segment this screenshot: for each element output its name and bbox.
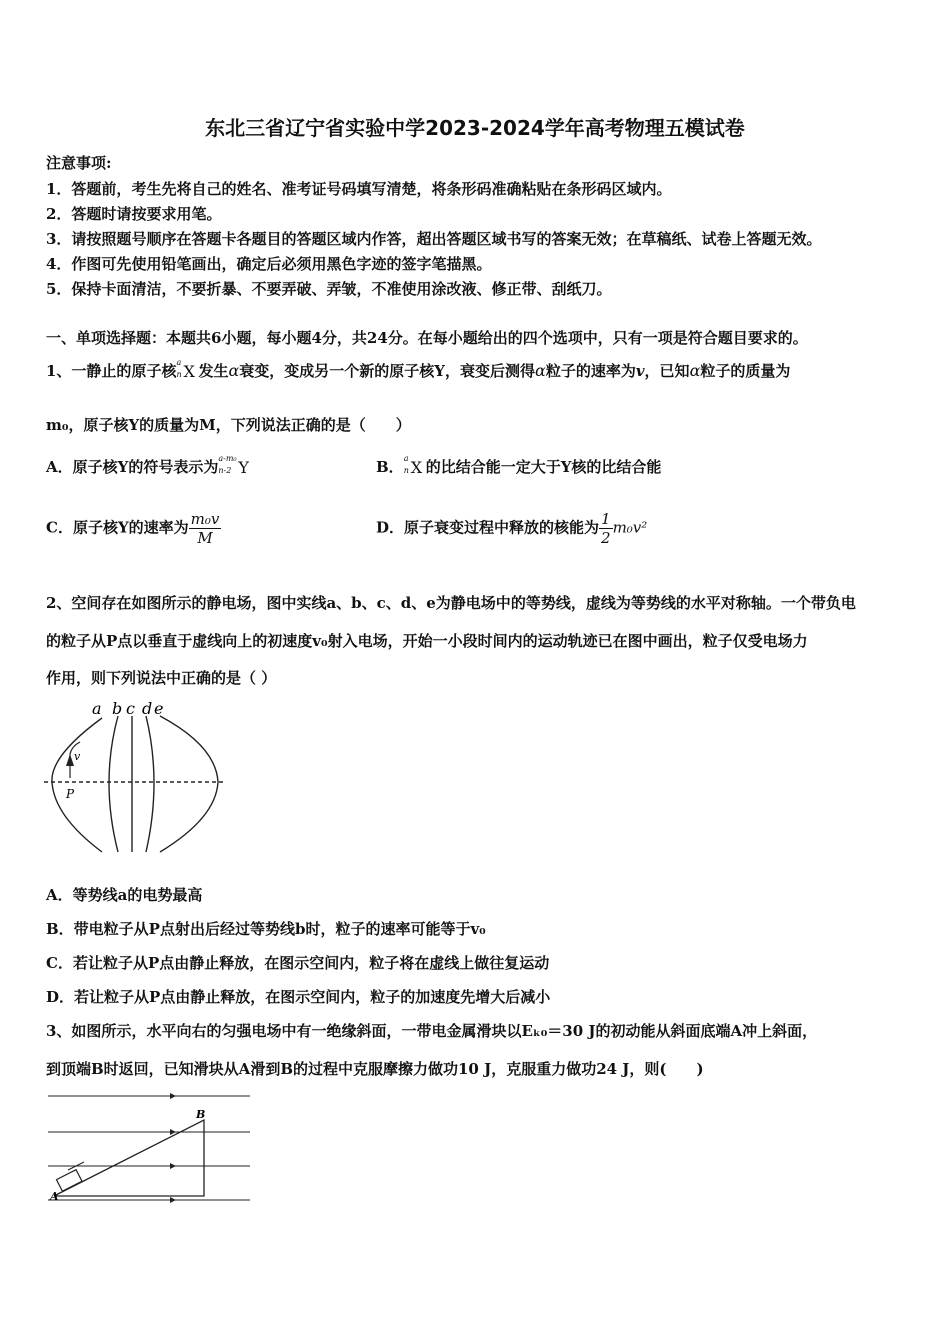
q2-option-d: D．若让粒子从P点由静止释放，在图示空间内，粒子的加速度先增大后减小 xyxy=(46,988,551,1006)
equipotential-e xyxy=(160,716,218,852)
fraction-c-numerator: m₀v xyxy=(190,510,220,528)
label-e: e xyxy=(154,699,164,718)
q1-option-d-text: D．原子衰变过程中释放的核能为 xyxy=(376,518,600,537)
page-title: 东北三省辽宁省实验中学2023-2024学年高考物理五模试卷 xyxy=(205,116,745,140)
q1-option-a-text: A．原子核Y的符号表示为 xyxy=(46,458,219,476)
fraction-d-tail: m₀v² xyxy=(612,518,648,537)
q2-option-c: C．若让粒子从P点由静止释放，在图示空间内，粒子将在虚线上做往复运动 xyxy=(46,954,550,972)
notice-item-2: 2．答题时请按要求用笔。 xyxy=(46,205,222,223)
fraction-d-numerator: 1 xyxy=(601,510,611,528)
notice-item-3: 3．请按照题号顺序在答题卡各题目的答题区域内作答，超出答题区域书写的答案无效；在草稿纸、试卷上答题无效。 xyxy=(46,230,822,248)
label-a: a xyxy=(92,699,102,718)
q2-stem-line1: 2、空间存在如图所示的静电场，图中实线a、b、c、d、e为静电场中的等势线，虚线为等势线的水平对称轴。一个带负电 xyxy=(46,594,856,612)
equipotential-figure xyxy=(40,696,230,858)
equipotential-d xyxy=(146,716,154,852)
alpha-symbol: α xyxy=(535,361,546,380)
nucleus-x-mass: a xyxy=(176,358,182,367)
label-c: c xyxy=(126,699,135,718)
incline-figure xyxy=(44,1088,254,1206)
q1-text-part7: 粒子的质量为 xyxy=(700,362,791,380)
q2-option-a: A．等势线a的电势最高 xyxy=(46,886,203,904)
nucleus-x-mass: a xyxy=(403,454,409,463)
nucleus-x xyxy=(176,358,198,382)
q1-text-part2: 发生 xyxy=(198,362,229,380)
nucleus-y-charge: n-2 xyxy=(218,466,232,475)
label-p: P xyxy=(66,787,75,801)
q1-option-d xyxy=(376,510,647,547)
equipotential-a xyxy=(52,718,102,852)
label-B: B xyxy=(196,1108,206,1121)
notice-heading: 注意事项: xyxy=(46,154,112,172)
field-arrow xyxy=(170,1197,176,1203)
q2-stem-line3: 作用，则下列说法中正确的是（ ） xyxy=(46,669,277,687)
nucleus-x xyxy=(403,454,426,478)
section-heading: 一、单项选择题：本题共6小题，每小题4分，共24分。在每小题给出的四个选项中，只有一项是符合题目要求的。 xyxy=(46,329,808,347)
fraction-c-denominator: M xyxy=(197,529,213,547)
q1-stem-line2: m₀，原子核Y的质量为M，下列说法正确的是（ ） xyxy=(46,416,411,434)
field-arrow xyxy=(170,1163,176,1169)
nucleus-y xyxy=(218,454,252,478)
q3-stem-line2: 到顶端B时返回，已知滑块从A滑到B的过程中克服摩擦力做功10 J，克服重力做功24 J，则( ) xyxy=(46,1060,704,1078)
alpha-symbol: α xyxy=(689,361,701,380)
q3-stem-line1: 3、如图所示，水平向右的匀强电场中有一绝缘斜面，一带电金属滑块以Eₖ₀＝30 J的初动能从斜面底端A冲上斜面， xyxy=(46,1022,818,1040)
q1-option-b xyxy=(376,456,661,478)
q1-text-part1: 1、一静止的原子核 xyxy=(46,362,177,380)
q1-text-part3: 衰变，变成另一个新的原子核Y，衰变后测得 xyxy=(239,362,535,380)
q2-option-b: B．带电粒子从P点射出后经过等势线b时，粒子的速率可能等于v₀ xyxy=(46,920,486,938)
label-A: A xyxy=(50,1190,59,1203)
fraction-d xyxy=(599,510,613,547)
notice-item-1: 1．答题前，考生先将自己的姓名、准考证号码填写清楚，将条形码准确粘贴在条形码区域内。 xyxy=(46,180,672,198)
nucleus-x-symbol: X xyxy=(410,458,423,477)
label-v: v xyxy=(74,750,81,763)
nucleus-x-charge: n xyxy=(176,370,182,379)
q1-text-part6: ，已知 xyxy=(644,362,690,380)
q2-stem-line2: 的粒子从P点以垂直于虚线向上的初速度v₀射入电场，开始一小段时间内的运动轨迹已在图中画出，粒子仅受电场力 xyxy=(46,632,808,650)
fraction-d-denominator: 2 xyxy=(601,529,611,547)
q1-option-b-label: B． xyxy=(376,458,404,476)
nucleus-x-charge: n xyxy=(403,466,409,475)
q1-option-b-text: 的比结合能一定大于Y核的比结合能 xyxy=(425,458,662,476)
equipotential-b xyxy=(109,716,118,852)
alpha-symbol: α xyxy=(228,361,240,380)
notice-item-4: 4．作图可先使用铅笔画出，确定后必须用黑色字迹的签字笔描黑。 xyxy=(46,255,492,273)
nucleus-y-symbol: Y xyxy=(238,458,249,477)
field-arrow xyxy=(170,1093,176,1099)
q1-text-part4: 粒子的速率为 xyxy=(545,362,636,380)
q1-option-c-text: C．原子核Y的速率为 xyxy=(46,518,189,537)
label-d: d xyxy=(142,699,153,718)
fraction-c xyxy=(189,510,222,547)
q1-option-a xyxy=(46,456,252,478)
nucleus-x-symbol: X xyxy=(183,362,195,381)
notice-item-5: 5．保持卡面清洁，不要折暴、不要弄破、弄皱，不准使用涂改液、修正带、刮纸刀。 xyxy=(46,280,612,298)
velocity-arrow xyxy=(66,754,74,766)
velocity-symbol: v xyxy=(635,362,645,380)
field-arrows xyxy=(170,1093,176,1203)
label-b: b xyxy=(112,699,123,718)
q1-stem-line1 xyxy=(46,360,790,382)
nucleus-y-mass: a-m₀ xyxy=(218,454,237,463)
slider-block xyxy=(56,1170,82,1192)
q1-option-c xyxy=(46,510,221,547)
